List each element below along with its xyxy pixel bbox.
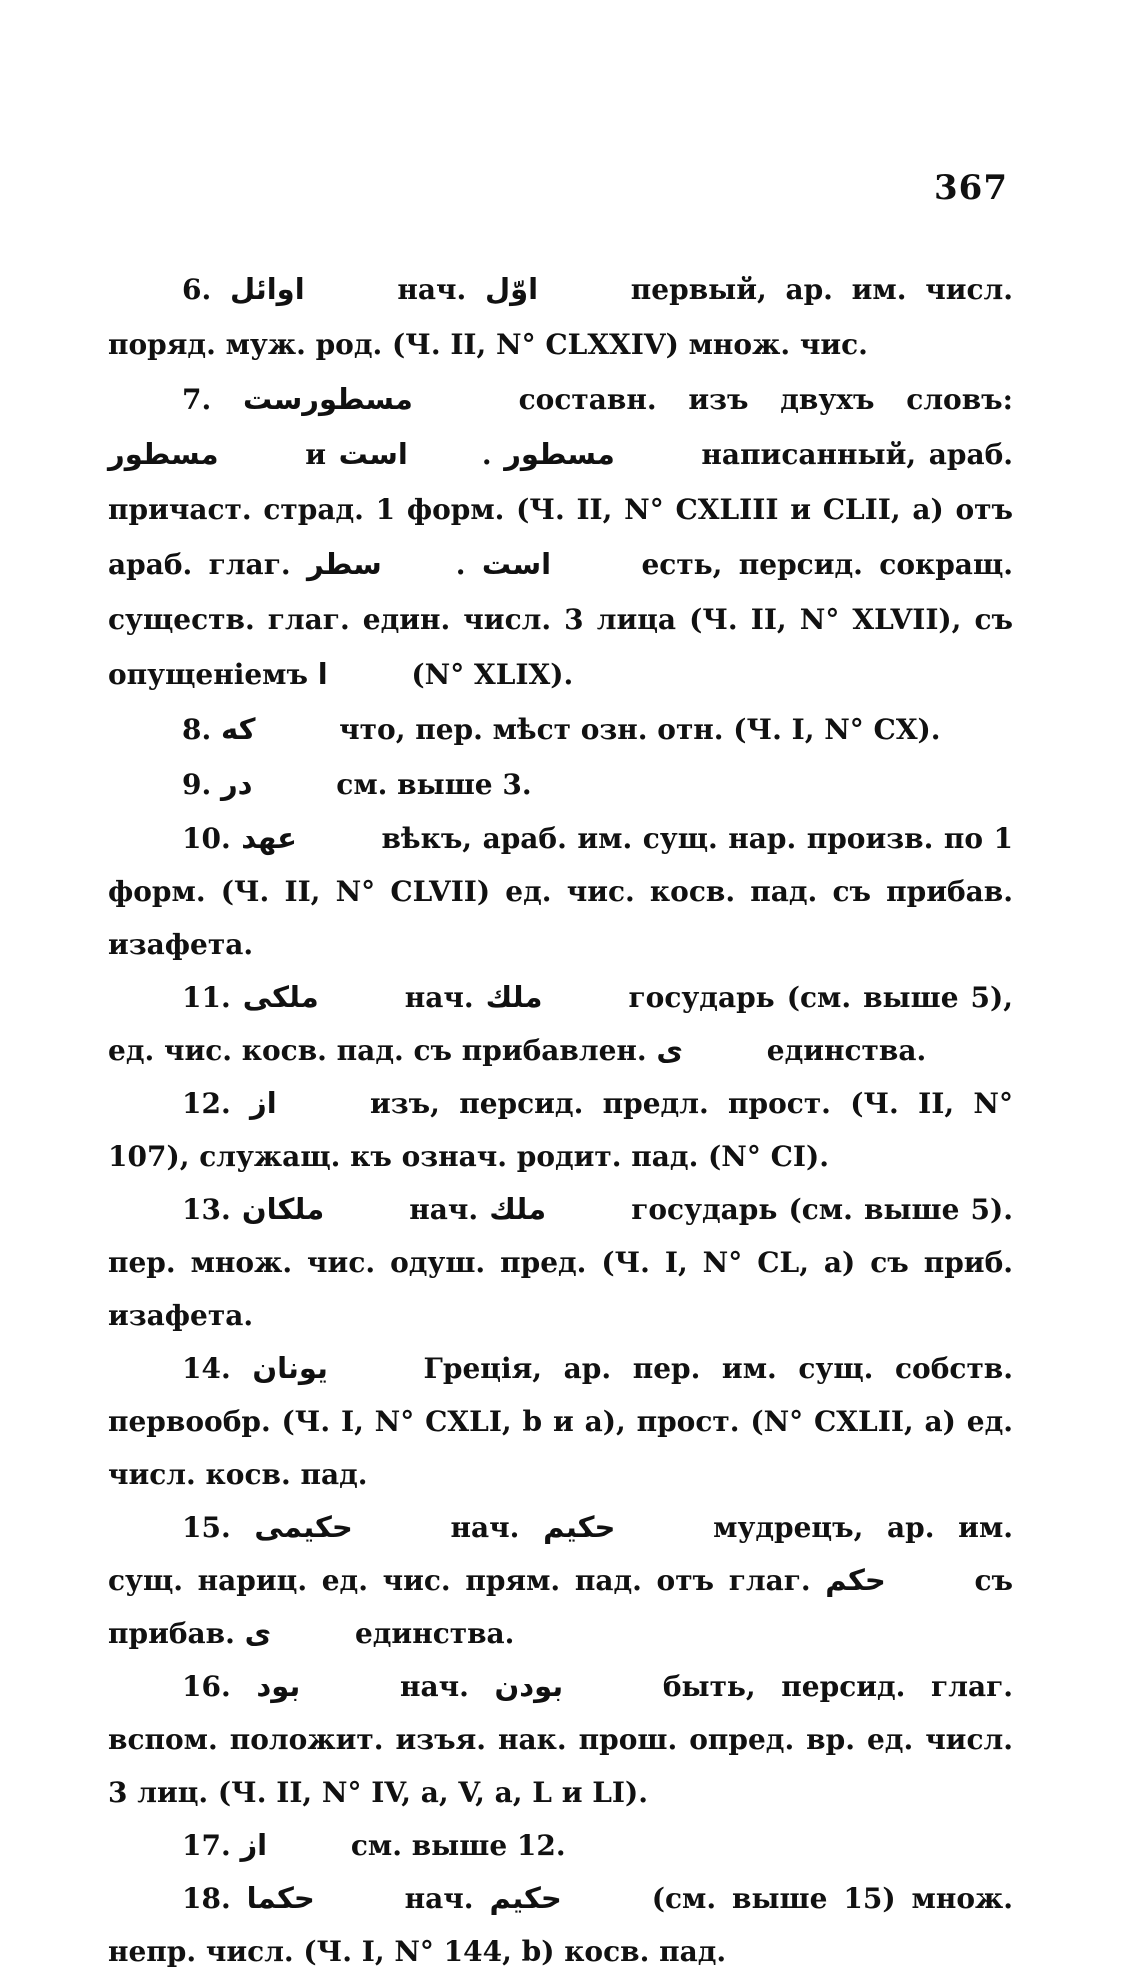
gloss-text: государь (см. выше 5), ед. чис. косв. пад. съ прибавлен.	[108, 981, 1014, 1067]
entry-9	[108, 757, 1013, 812]
entry-number: 8.	[182, 713, 212, 746]
gloss-text: нач.	[392, 981, 486, 1014]
arabic-word: يونان	[252, 1351, 328, 1385]
arabic-word: مسطورست	[243, 382, 413, 416]
arabic-word: ملكان	[241, 1192, 325, 1226]
entry-13	[108, 1183, 1013, 1342]
entry-number: 6.	[182, 273, 212, 306]
entry-11	[108, 971, 1013, 1077]
entry-14	[108, 1342, 1013, 1501]
commentary-text	[108, 262, 1013, 1978]
arabic-word: بودن	[494, 1669, 564, 1703]
entry-number: 7.	[182, 383, 212, 416]
arabic-word: كه	[220, 712, 256, 746]
entry-10	[108, 812, 1013, 971]
arabic-word: از	[240, 1828, 268, 1862]
gloss-text: .	[481, 438, 505, 471]
gloss-text: государь (см. выше 5). пер. множ. чис. одуш. пред. (Ч. I, N° CL, a) съ приб. изафета.	[108, 1193, 1014, 1332]
arabic-word: ى	[244, 1616, 272, 1650]
entry-number: 9.	[182, 768, 212, 801]
arabic-word: حكما	[246, 1881, 315, 1915]
page-number: 367	[934, 168, 1008, 208]
arabic-word: حكيمى	[254, 1510, 353, 1544]
gloss-text: единства.	[345, 1617, 515, 1650]
arabic-word: عهد	[241, 821, 297, 855]
arabic-word: است	[481, 547, 552, 581]
gloss-text: нач.	[378, 273, 485, 306]
arabic-word: ى	[656, 1033, 683, 1067]
entry-7	[108, 372, 1013, 702]
gloss-text: нач.	[388, 1882, 490, 1915]
entry-6	[108, 262, 1013, 372]
arabic-word: سطر	[306, 547, 382, 581]
gloss-text: написанный, араб. причаст. страд. 1 форм. (Ч. II, N° CXLIII и CLII, a) отъ араб. глаг.	[108, 438, 1014, 581]
gloss-text: есть, персид. сокращ. существ. глаг. един. числ. 3 лица (Ч. II, N° XLVII), съ опущеніемъ	[108, 548, 1013, 691]
gloss-text: (N° XLIX).	[401, 658, 574, 691]
arabic-word: ملك	[485, 980, 543, 1014]
arabic-word: مسطور	[108, 437, 219, 471]
arabic-word: حكيم	[489, 1881, 562, 1915]
entry-number: 14.	[182, 1352, 231, 1385]
entry-number: 11.	[182, 981, 231, 1014]
entry-15	[108, 1501, 1013, 1660]
entry-number: 10.	[182, 822, 231, 855]
gloss-text: (см. выше 15) множ. непр. числ. (Ч. I, N° 144, b) косв. пад.	[108, 1882, 1014, 1968]
entry-16	[108, 1660, 1013, 1819]
arabic-word: مسطور	[504, 437, 615, 471]
entry-number: 12.	[182, 1087, 231, 1120]
gloss-text: первый, ар. им. числ. поряд. муж. род. (Ч. II, N° CLXXIV) множ. чис.	[108, 273, 1013, 361]
entry-17	[108, 1819, 1013, 1872]
arabic-word: از	[250, 1086, 277, 1120]
gloss-text: нач.	[426, 1511, 544, 1544]
entry-12	[108, 1077, 1013, 1183]
arabic-word: ا	[317, 657, 328, 691]
gloss-text: изъ, персид. предл. прост. (Ч. II, N° 107), служащ. къ означ. родит. пад. (N° CI).	[108, 1087, 1013, 1173]
gloss-text: и	[292, 438, 339, 471]
arabic-word: بود	[256, 1669, 301, 1703]
arabic-word: اوائل	[229, 272, 305, 306]
gloss-text: мудрецъ, ар. им. сущ. нариц. ед. чис. прям. пад. отъ глаг.	[108, 1511, 1014, 1597]
arabic-word: حكيم	[543, 1510, 616, 1544]
arabic-word: در	[220, 767, 253, 801]
entry-number: 13.	[182, 1193, 231, 1226]
gloss-text: Греція, ар. пер. им. сущ. собств. первообр. (Ч. I, N° CXLI, b и a), прост. (N° CXLII, a) ед. числ. косв. пад.	[108, 1352, 1013, 1491]
arabic-word: است	[338, 437, 408, 471]
entry-number: 17.	[182, 1829, 231, 1862]
gloss-text: быть, персид. глаг. вспом. положит. изъя. нак. прош. опред. вр. ед. числ. 3 лиц. (Ч. II, N° IV, a, V, a, L и LI).	[108, 1670, 1014, 1809]
gloss-text: съ прибав.	[108, 1564, 1013, 1650]
gloss-text: нач.	[374, 1670, 495, 1703]
arabic-word: ملك	[489, 1192, 547, 1226]
arabic-word: اوّل	[484, 272, 539, 306]
entry-number: 18.	[182, 1882, 231, 1915]
gloss-text: нач.	[398, 1193, 490, 1226]
gloss-text: единства.	[757, 1034, 927, 1067]
gloss-text: вѣкъ, араб. им. сущ. нар. произв. по 1 форм. (Ч. II, N° CLVII) ед. чис. косв. пад. съ прибав. изафета.	[108, 822, 1013, 961]
entry-number: 15.	[182, 1511, 231, 1544]
gloss-text: .	[455, 548, 482, 581]
entry-number: 16.	[182, 1670, 231, 1703]
gloss-text: что, пер. мѣст озн. отн. (Ч. I, N° CX).	[329, 713, 941, 746]
gloss-text: составн. изъ двухъ словъ:	[486, 383, 1014, 416]
entry-18	[108, 1872, 1013, 1978]
arabic-word: حكم	[825, 1563, 886, 1597]
entry-8	[108, 702, 1013, 757]
arabic-word: ملكى	[242, 980, 319, 1014]
gloss-text: см. выше 12.	[341, 1829, 566, 1862]
gloss-text: см. выше 3.	[326, 768, 532, 801]
